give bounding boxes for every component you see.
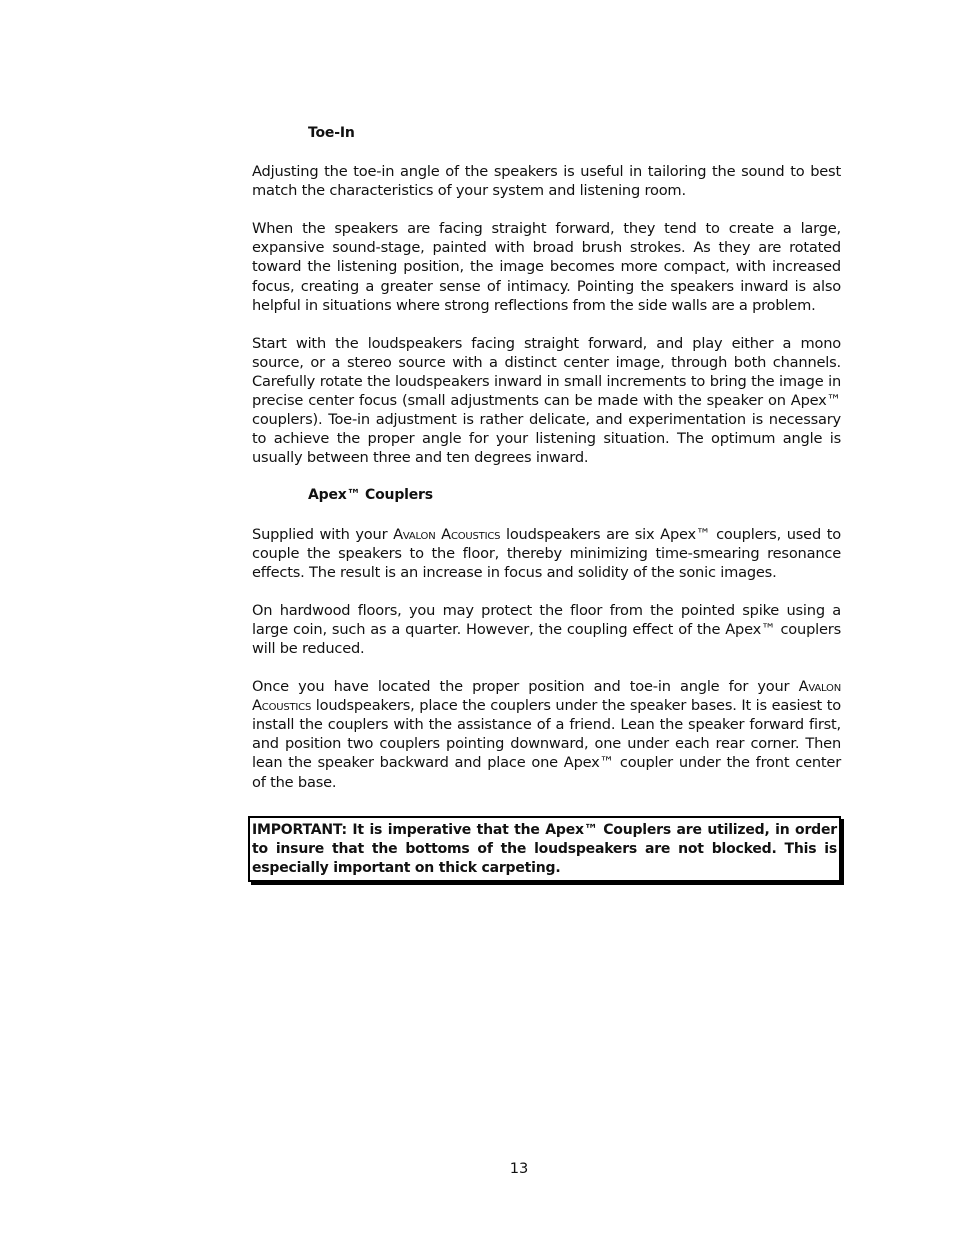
- paragraph-toe-in-effects: When the speakers are facing straight forward, they tend to create a large, expansive sound-stage, painted with broad brush strokes. As they are rotated toward the listening position, the image becomes more compact, with increased focus, creating a greater sense of intimacy. Pointing the speakers inward is also helpful in situations where strong reflections from the side walls are a problem.: [252, 220, 841, 314]
- text-fragment: Once you have located the proper position and toe-in angle for your: [252, 678, 799, 696]
- text-fragment: loudspeakers are six Apex™ couplers, used to couple the speakers to the floor, thereby minimizing time-smearing resonance effects. The result is an increase in focus and solidity of the sonic images.: [252, 525, 841, 581]
- page-content: [252, 124, 841, 882]
- paragraph-toe-in-procedure: Start with the loudspeakers facing straight forward, and play either a mono source, or a stereo source with a distinct center image, through both channels. Carefully rotate the loudspeakers inward in small increments to bring the image in precise center focus (small adjustments can be made with the speaker on Apex™ couplers). Toe-in adjustment is rather delicate, and experimentation is necessary to achieve the proper angle for your listening situation. The optimum angle is usually between three and ten degrees inward.: [252, 334, 841, 467]
- paragraph-apex-installation: [252, 677, 841, 792]
- paragraph-apex-hardwood: On hardwood floors, you may protect the floor from the pointed spike using a large coin, such as a quarter. However, the coupling effect of the Apex™ couplers will be reduced.: [252, 601, 841, 657]
- paragraph-apex-supplied: [252, 525, 841, 582]
- section-heading-apex-couplers: Apex™ Couplers: [308, 487, 433, 504]
- important-notice-box: [248, 816, 841, 882]
- text-fragment: Supplied with your: [252, 525, 394, 543]
- brand-name: Avalon Acoustics: [393, 525, 501, 543]
- important-notice-text: IMPORTANT: It is imperative that the Apex™ Couplers are utilized, in order to insure that the bottoms of the loudspeakers are not blocked. This is especially important on thick carpeting.: [252, 821, 837, 876]
- text-fragment: loudspeakers, place the couplers under the speaker bases. It is easiest to install the couplers with the assistance of a friend. Lean the speaker forward first, and position two couplers pointing downward, one under each rear corner. Then lean the speaker backward and place one Apex™ coupler under the front center of the base.: [252, 697, 841, 791]
- page-number: 13: [509, 1160, 529, 1177]
- section-heading-toe-in: Toe-In: [308, 125, 355, 141]
- paragraph-toe-in-intro: Adjusting the toe-in angle of the speakers is useful in tailoring the sound to best match the characteristics of your system and listening room.: [252, 163, 841, 200]
- brand-name: Avalon Acoustics: [252, 678, 841, 715]
